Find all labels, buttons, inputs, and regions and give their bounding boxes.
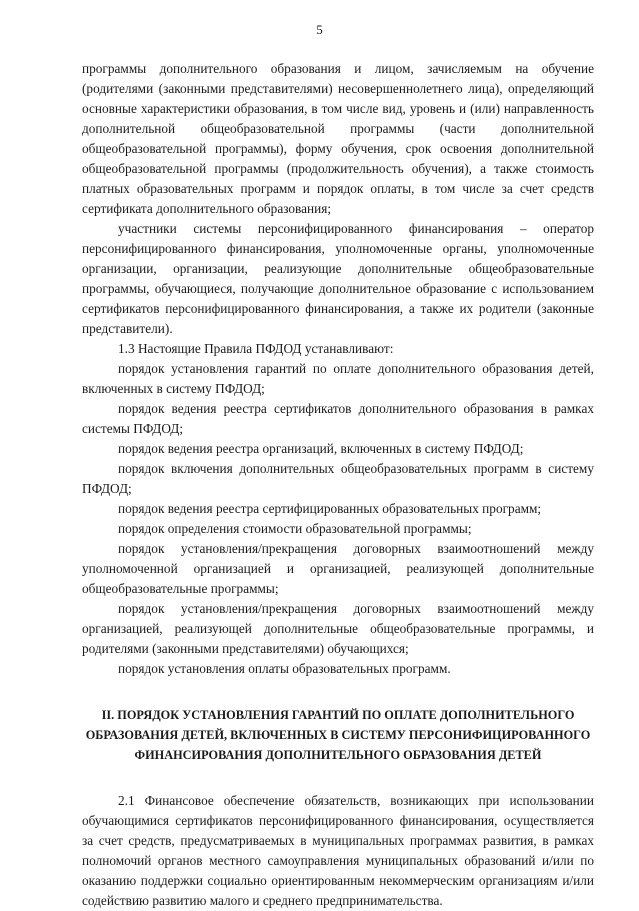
section-heading: II. ПОРЯДОК УСТАНОВЛЕНИЯ ГАРАНТИЙ ПО ОПЛАТЕ ДОПОЛНИТЕЛЬНОГО ОБРАЗОВАНИЯ ДЕТЕЙ, ВКЛЮЧЕННЫХ В СИСТЕМУ ПЕРСОНИФИЦИРОВАННОГО ФИНАНСИРОВАНИЯ ДОПОЛНИТЕЛЬНОГО ОБРАЗОВАНИЯ ДЕТЕЙ bbox=[85, 708, 591, 762]
paragraph-2-1: 2.1 Финансовое обеспечение обязательств, возникающих при использовании обучающимися сертификатов персонифицированного финансирования, осуществляется за счет средств, предусматриваемых в муниципальных программах развития, в рамках полномочий органов местного самоуправления муниципальных образований и/или по оказанию поддержки социально ориентированным некоммерческим организациям и/или содействию развитию малого и среднего предпринимательства. bbox=[82, 793, 594, 908]
paragraph-1-3-intro: 1.3 Настоящие Правила ПФДОД устанавливают: bbox=[118, 341, 394, 356]
list-item-parent-agreements: порядок установления/прекращения договорных взаимоотношений между организацией, реализующей дополнительные общеобразовательные программы, и родителями (законными представителями) обучающихся; bbox=[82, 601, 594, 656]
list-item-guarantees: порядок установления гарантий по оплате дополнительного образования детей, включенных в систему ПФДОД; bbox=[82, 361, 594, 396]
list-item-organization-registry: порядок ведения реестра организаций, включенных в систему ПФДОД; bbox=[118, 441, 524, 456]
list-item-certificate-registry: порядок ведения реестра сертификатов дополнительного образования в рамках системы ПФДОД; bbox=[82, 401, 594, 436]
paragraph-participants: участники системы персонифицированного финансирования – оператор персонифицированного финансирования, уполномоченные органы, уполномоченные организации, организации, реализующие дополнительные общеобразовательные программы, обучающиеся, получающие дополнительное образование с использованием сертификатов персонифицированного финансирования, а также их родители (законные представители). bbox=[82, 221, 594, 336]
list-item-payment: порядок установления оплаты образовательных программ. bbox=[118, 661, 451, 676]
list-item-certified-program-registry: порядок ведения реестра сертифицированных образовательных программ; bbox=[118, 501, 542, 516]
paragraph-contract-definition: программы дополнительного образования и лицом, зачисляемым на обучение (родителями (законными представителями) несовершеннолетнего лица), определяющий основные характеристики образования, в том числе вид, уровень и (или) направленность дополнительной общеобразовательной программы (части дополнительной общеобразовательной программы), форму обучения, срок освоения дополнительной общеобразовательной программы (продолжительность обучения), а также стоимость платных образовательных программ и порядок оплаты, в том числе за счет средств сертификата дополнительного образования; bbox=[82, 61, 594, 216]
list-item-program-inclusion: порядок включения дополнительных общеобразовательных программ в систему ПФДОД; bbox=[82, 461, 594, 496]
document-body bbox=[82, 59, 594, 911]
list-item-org-agreements: порядок установления/прекращения договорных взаимоотношений между уполномоченной организацией и организацией, реализующей дополнительные общеобразовательные программы; bbox=[82, 541, 594, 596]
list-item-program-cost: порядок определения стоимости образовательной программы; bbox=[118, 521, 472, 536]
page-number: 5 bbox=[316, 22, 323, 37]
